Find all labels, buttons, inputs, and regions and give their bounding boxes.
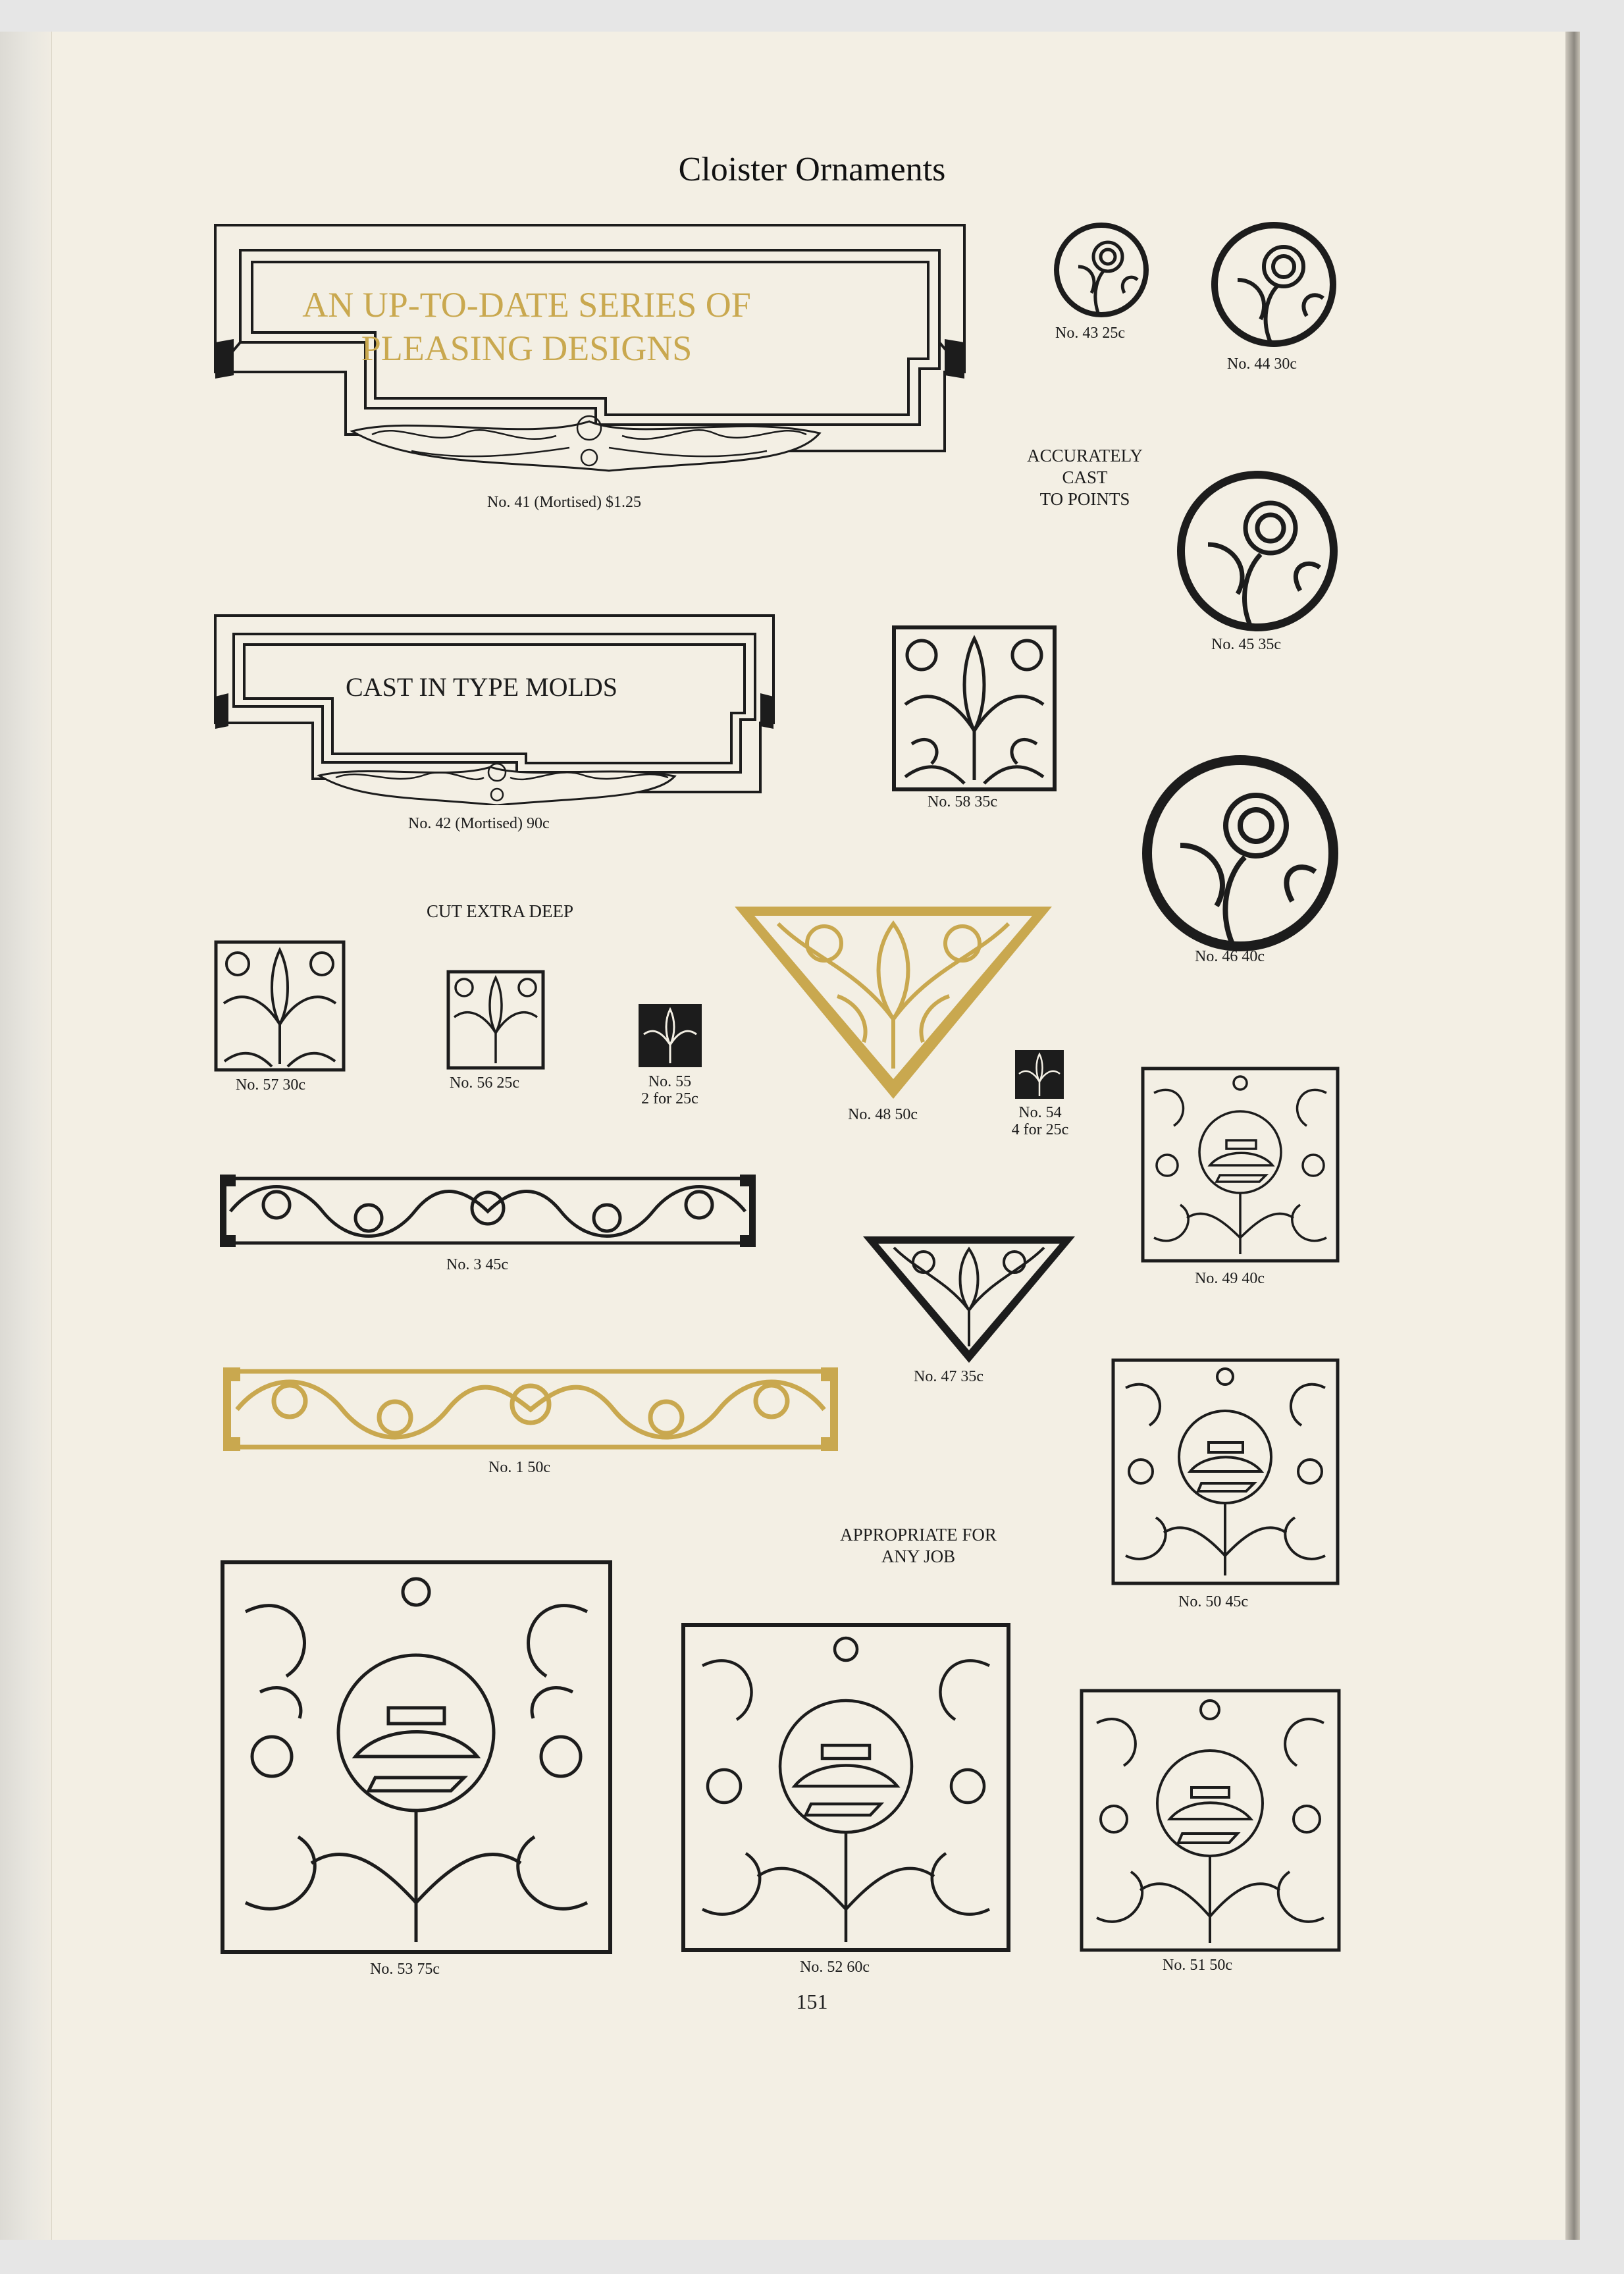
lamp-square-52 [681,1623,1010,1952]
rose-roundel-44 [1208,221,1340,349]
note-appropriate-line-1: APPROPRIATE FOR [840,1525,997,1545]
label-no-54-number: No. 54 [1018,1104,1062,1121]
label-no-45: No. 45 35c [1211,636,1281,653]
note-accurately [1019,445,1151,510]
label-no-53: No. 53 75c [370,1961,440,1978]
label-no-43: No. 43 25c [1055,325,1125,342]
label-no-52: No. 52 60c [800,1959,870,1976]
label-no-55-price: 2 for 25c [641,1090,698,1107]
label-no-48: No. 48 50c [848,1106,918,1123]
label-no-54 [994,1104,1086,1138]
floral-square-56 [446,970,545,1070]
label-no-55-number: No. 55 [648,1073,692,1090]
lamp-square-51 [1080,1689,1341,1952]
note-appropriate [823,1524,1014,1568]
label-no-46: No. 46 40c [1195,948,1265,965]
label-no-57: No. 57 30c [236,1076,305,1094]
series-text-line-2: PLEASING DESIGNS [361,329,693,368]
scroll-band-3 [217,1172,758,1250]
page-title: Cloister Ornaments [678,151,946,188]
label-no-50: No. 50 45c [1178,1593,1248,1610]
label-no-47: No. 47 35c [914,1368,983,1385]
note-accurately-line-2: CAST [1062,467,1108,487]
molds-text: CAST IN TYPE MOLDS [346,672,618,702]
gold-scroll-band-1 [221,1365,841,1454]
label-no-1: No. 1 50c [488,1459,550,1476]
label-no-51: No. 51 50c [1163,1957,1232,1974]
label-no-42: No. 42 (Mortised) 90c [408,815,550,832]
floral-square-57 [214,940,346,1072]
rose-roundel-45 [1175,469,1340,633]
label-no-58: No. 58 35c [928,793,997,810]
note-accurately-line-1: ACCURATELY [1027,446,1143,465]
label-no-55 [625,1073,714,1107]
note-extra-deep: CUT EXTRA DEEP [427,901,574,921]
rose-roundel-46 [1141,753,1340,954]
label-no-3: No. 3 45c [446,1256,508,1273]
mortised-panel-42 [214,614,777,805]
floral-square-55 [637,1003,703,1069]
binding-gutter [0,32,51,2240]
gold-triangle-48 [732,904,1055,1101]
floral-square-58 [892,625,1057,791]
page-edge [1565,32,1580,2240]
note-appropriate-line-2: ANY JOB [881,1547,956,1566]
label-no-56: No. 56 25c [450,1074,519,1092]
label-no-41: No. 41 (Mortised) $1.25 [487,494,641,511]
label-no-44: No. 44 30c [1227,356,1297,373]
label-no-49: No. 49 40c [1195,1270,1265,1287]
lamp-square-50 [1111,1358,1340,1585]
note-accurately-line-3: TO POINTS [1039,489,1130,509]
series-text-line-1: AN UP-TO-DATE SERIES OF [302,285,751,325]
black-triangle-47 [861,1234,1077,1365]
rose-roundel-43 [1052,221,1151,319]
series-text [276,283,777,370]
floral-square-54 [1014,1049,1065,1100]
label-no-54-price: 4 for 25c [1011,1121,1069,1138]
page-number: 151 [796,1990,828,2013]
lamp-square-53 [221,1560,612,1954]
lamp-square-49 [1141,1067,1340,1263]
